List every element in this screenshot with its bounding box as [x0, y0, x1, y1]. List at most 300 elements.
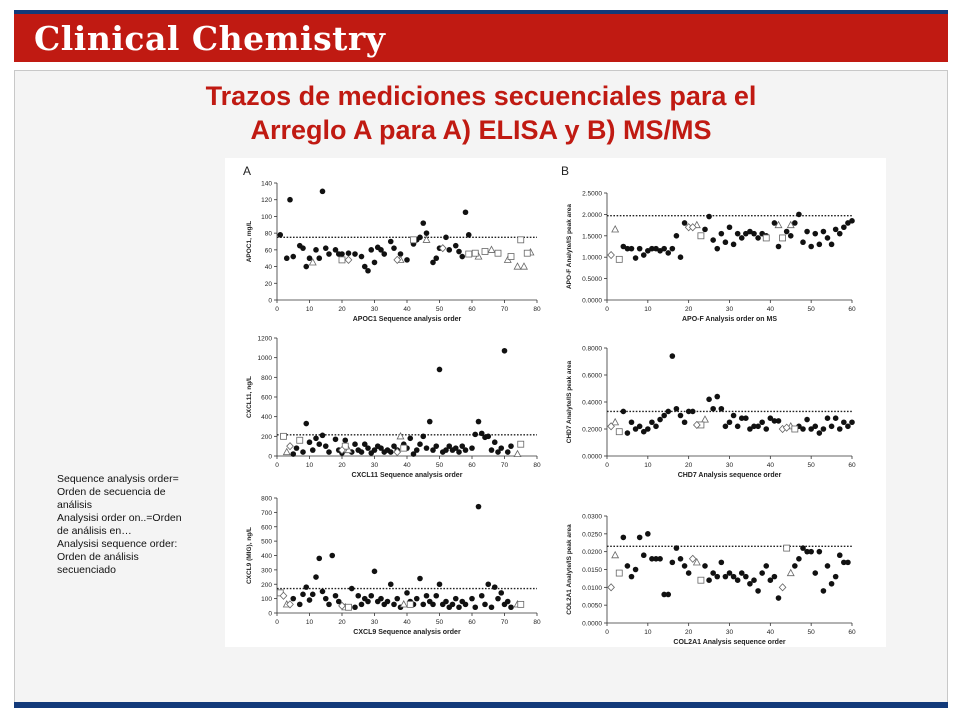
data-point-filled-circle — [323, 245, 329, 251]
data-point-filled-circle — [821, 229, 827, 235]
data-point-filled-circle — [625, 563, 631, 569]
y-tick-label: 0.0050 — [582, 602, 602, 610]
x-axis-title: CXCL11 Sequence analysis order — [351, 472, 463, 479]
y-tick-label: 1.5000 — [582, 233, 602, 241]
y-tick-label: 40 — [264, 264, 272, 272]
data-point-filled-circle — [665, 250, 671, 256]
x-tick-label: 70 — [500, 462, 509, 469]
footer-bar — [14, 702, 948, 708]
x-tick-label: 40 — [766, 629, 774, 636]
data-point-filled-circle — [323, 596, 329, 602]
slide-title-line-2: Arreglo A para A) ELISA y B) MS/MS — [250, 115, 712, 145]
data-point-filled-circle — [812, 424, 818, 430]
y-tick-label: 0.0300 — [582, 513, 602, 521]
data-point-filled-circle — [751, 577, 757, 583]
data-point-open-square — [698, 233, 704, 239]
data-point-filled-circle — [372, 260, 378, 266]
y-tick-label: 0.0200 — [582, 549, 602, 557]
data-point-filled-circle — [665, 592, 671, 598]
data-point-filled-circle — [394, 596, 400, 602]
data-point-filled-circle — [290, 254, 296, 260]
data-point-filled-circle — [817, 242, 823, 248]
y-tick-label: 0.0000 — [582, 453, 602, 461]
data-point-filled-circle — [372, 569, 378, 575]
data-point-filled-circle — [508, 604, 514, 610]
x-tick-label: 50 — [435, 619, 444, 626]
data-point-filled-circle — [723, 239, 729, 245]
x-tick-label: 30 — [725, 306, 734, 313]
x-tick-label: 80 — [533, 306, 541, 313]
data-point-open-diamond — [779, 584, 786, 591]
data-point-filled-circle — [352, 441, 358, 447]
slide-title — [35, 79, 927, 147]
data-point-open-triangle — [400, 601, 407, 607]
data-point-filled-circle — [657, 556, 663, 562]
data-point-filled-circle — [427, 419, 433, 425]
data-point-filled-circle — [845, 560, 851, 566]
data-point-filled-circle — [459, 254, 465, 260]
x-tick-label: 10 — [305, 462, 314, 469]
y-tick-label: 0.0100 — [582, 584, 602, 592]
data-point-filled-circle — [645, 531, 651, 537]
data-point-filled-circle — [735, 231, 741, 237]
y-axis-title: CXCL9 (MIG), ng/L — [246, 526, 253, 585]
x-tick-label: 60 — [468, 619, 476, 626]
data-point-filled-circle — [743, 415, 749, 421]
data-point-filled-circle — [739, 235, 745, 241]
data-point-filled-circle — [453, 243, 459, 249]
data-point-filled-circle — [621, 409, 627, 415]
data-point-filled-circle — [433, 255, 439, 261]
y-tick-label: 0.8000 — [582, 345, 602, 353]
y-tick-label: 600 — [261, 524, 272, 532]
x-tick-label: 40 — [403, 462, 411, 469]
y-tick-label: 0.2000 — [582, 426, 602, 434]
data-point-filled-circle — [849, 218, 855, 224]
panel-label: B — [561, 164, 570, 178]
x-axis-title: CXCL9 Sequence analysis order — [353, 629, 461, 636]
data-point-filled-circle — [800, 239, 806, 245]
chart-panel-3 — [246, 336, 541, 480]
data-point-filled-circle — [489, 604, 495, 610]
data-point-open-square — [495, 250, 501, 256]
data-point-filled-circle — [678, 254, 684, 260]
data-point-open-square — [411, 237, 417, 243]
data-point-filled-circle — [825, 415, 831, 421]
data-point-filled-circle — [456, 604, 462, 610]
data-point-filled-circle — [796, 556, 802, 562]
data-point-filled-circle — [307, 439, 313, 445]
x-tick-label: 20 — [338, 619, 346, 626]
data-point-filled-circle — [637, 535, 643, 541]
note-line: Orden de análisis — [57, 551, 139, 563]
data-point-filled-circle — [637, 424, 643, 430]
data-point-filled-circle — [290, 451, 296, 457]
data-point-filled-circle — [678, 413, 684, 419]
data-point-filled-circle — [776, 244, 782, 250]
data-point-filled-circle — [424, 445, 430, 451]
data-point-filled-circle — [365, 599, 371, 605]
data-point-filled-circle — [849, 419, 855, 425]
data-point-filled-circle — [841, 419, 847, 425]
data-point-filled-circle — [800, 426, 806, 432]
data-point-filled-circle — [424, 230, 430, 236]
data-point-filled-circle — [310, 447, 316, 453]
data-point-filled-circle — [727, 224, 733, 230]
data-point-filled-circle — [833, 227, 839, 233]
y-tick-label: 0.0150 — [582, 567, 602, 574]
data-point-filled-circle — [437, 581, 443, 587]
data-point-open-triangle — [514, 451, 521, 457]
data-point-filled-circle — [420, 434, 426, 440]
data-point-filled-circle — [485, 434, 491, 440]
y-tick-label: 60 — [264, 247, 272, 255]
data-point-filled-circle — [333, 436, 339, 442]
data-point-filled-circle — [502, 348, 508, 354]
data-point-filled-circle — [812, 231, 818, 237]
data-point-filled-circle — [710, 237, 716, 243]
data-point-open-diamond — [689, 555, 696, 562]
data-point-filled-circle — [326, 251, 332, 257]
data-point-filled-circle — [829, 581, 835, 587]
x-tick-label: 30 — [370, 619, 379, 626]
x-tick-label: 20 — [685, 462, 693, 469]
y-tick-label: 400 — [261, 414, 272, 422]
data-point-filled-circle — [829, 242, 835, 248]
data-point-filled-circle — [776, 418, 782, 424]
data-point-filled-circle — [690, 409, 696, 415]
data-point-filled-circle — [320, 433, 326, 439]
data-point-filled-circle — [294, 445, 300, 451]
data-point-filled-circle — [433, 593, 439, 599]
data-point-open-triangle — [521, 263, 528, 269]
x-tick-label: 0 — [605, 462, 609, 469]
data-point-filled-circle — [657, 417, 663, 423]
data-point-filled-circle — [472, 432, 478, 438]
data-point-filled-circle — [817, 430, 823, 436]
data-point-filled-circle — [414, 447, 420, 453]
data-point-filled-circle — [719, 231, 725, 237]
data-point-filled-circle — [352, 251, 358, 257]
header-bar — [14, 14, 948, 62]
note-line: análisis — [57, 499, 93, 511]
data-point-open-square — [466, 251, 472, 257]
data-point-filled-circle — [714, 394, 720, 400]
data-point-filled-circle — [727, 419, 733, 425]
note-line: Sequence analysis order= — [57, 473, 179, 485]
data-point-filled-circle — [829, 424, 835, 430]
chart-panel-1 — [243, 164, 541, 323]
data-point-filled-circle — [702, 227, 708, 233]
x-tick-label: 30 — [370, 306, 379, 313]
data-point-filled-circle — [476, 419, 482, 425]
note-line: secuenciado — [57, 564, 116, 576]
data-point-open-square — [784, 545, 790, 551]
x-tick-label: 10 — [305, 619, 314, 626]
data-point-filled-circle — [492, 584, 498, 590]
data-point-filled-circle — [290, 596, 296, 602]
data-point-open-square — [616, 429, 622, 435]
y-tick-label: 1000 — [257, 355, 272, 363]
data-point-filled-circle — [316, 441, 322, 447]
data-point-open-square — [524, 250, 530, 256]
data-point-filled-circle — [804, 229, 810, 235]
x-tick-label: 20 — [338, 306, 346, 313]
data-point-filled-circle — [365, 268, 371, 274]
x-tick-label: 70 — [500, 619, 509, 626]
data-point-filled-circle — [670, 353, 676, 359]
data-point-filled-circle — [812, 570, 818, 576]
data-point-filled-circle — [706, 397, 712, 403]
data-point-filled-circle — [300, 245, 306, 251]
data-point-filled-circle — [300, 449, 306, 455]
data-point-filled-circle — [821, 588, 827, 594]
data-point-open-triangle — [612, 226, 619, 232]
data-point-filled-circle — [326, 449, 332, 455]
y-tick-label: 0 — [268, 453, 272, 461]
data-point-filled-circle — [735, 424, 741, 430]
y-tick-label: 100 — [261, 213, 272, 221]
y-tick-label: 1.0000 — [582, 254, 602, 262]
data-point-filled-circle — [629, 419, 635, 425]
x-tick-label: 10 — [644, 462, 652, 469]
data-point-filled-circle — [808, 549, 814, 555]
data-point-open-square — [616, 256, 622, 262]
y-tick-label: 0.5000 — [582, 276, 602, 284]
data-point-filled-circle — [661, 413, 667, 419]
data-point-filled-circle — [404, 257, 410, 263]
data-point-filled-circle — [437, 367, 443, 373]
data-point-filled-circle — [456, 449, 462, 455]
y-tick-label: 0 — [268, 610, 272, 618]
data-point-filled-circle — [641, 252, 647, 258]
data-point-filled-circle — [349, 586, 355, 592]
data-point-filled-circle — [633, 567, 639, 573]
data-point-open-triangle — [702, 416, 709, 422]
data-point-filled-circle — [482, 602, 488, 608]
y-axis-title: CHD7 Analyte/IS peak area — [566, 360, 573, 444]
x-tick-label: 30 — [370, 462, 379, 469]
data-point-filled-circle — [385, 599, 391, 605]
data-point-filled-circle — [378, 596, 384, 602]
data-point-filled-circle — [307, 255, 313, 261]
data-point-filled-circle — [391, 602, 397, 608]
data-point-open-square — [518, 237, 524, 243]
data-point-filled-circle — [735, 577, 741, 583]
y-tick-label: 0.0000 — [582, 620, 602, 628]
data-point-filled-circle — [284, 255, 290, 261]
data-point-filled-circle — [489, 447, 495, 453]
data-point-filled-circle — [430, 602, 436, 608]
data-point-open-diamond — [287, 443, 294, 450]
x-tick-label: 50 — [435, 462, 444, 469]
x-tick-label: 60 — [848, 629, 856, 636]
data-point-open-triangle — [787, 570, 794, 576]
data-point-filled-circle — [407, 436, 413, 442]
data-point-filled-circle — [743, 574, 749, 580]
data-point-filled-circle — [450, 602, 456, 608]
data-point-filled-circle — [404, 590, 410, 596]
data-point-filled-circle — [825, 563, 831, 569]
data-point-open-triangle — [397, 433, 404, 439]
data-point-open-square — [472, 250, 478, 256]
y-tick-label: 140 — [261, 180, 272, 188]
data-point-filled-circle — [759, 419, 765, 425]
x-tick-label: 20 — [685, 306, 693, 313]
data-point-filled-circle — [388, 239, 394, 245]
panel-label: A — [243, 164, 252, 178]
chart-panel-4 — [566, 346, 856, 480]
data-point-open-square — [281, 433, 287, 439]
data-point-filled-circle — [485, 581, 491, 587]
data-point-filled-circle — [443, 599, 449, 605]
data-point-filled-circle — [837, 552, 843, 558]
y-tick-label: 800 — [261, 495, 272, 503]
data-point-filled-circle — [645, 426, 651, 432]
y-axis-title: COL2A1 Analyte/IS peak area — [566, 524, 573, 615]
data-point-open-diamond — [608, 252, 615, 259]
x-tick-label: 50 — [807, 629, 815, 636]
data-point-open-diamond — [345, 256, 352, 263]
data-point-filled-circle — [320, 189, 326, 195]
data-point-filled-circle — [670, 560, 676, 566]
x-tick-label: 0 — [605, 306, 609, 313]
data-point-filled-circle — [417, 235, 423, 241]
data-point-filled-circle — [714, 246, 720, 252]
y-axis-title: APOC1, mg/L — [246, 220, 253, 263]
note-line: Orden de secuencia de — [57, 486, 166, 498]
x-tick-label: 60 — [468, 462, 476, 469]
data-point-filled-circle — [833, 415, 839, 421]
data-point-filled-circle — [320, 589, 326, 595]
data-point-filled-circle — [388, 449, 394, 455]
x-tick-label: 50 — [435, 306, 444, 313]
data-point-filled-circle — [310, 592, 316, 598]
data-point-filled-circle — [417, 441, 423, 447]
x-tick-label: 30 — [725, 629, 734, 636]
data-point-filled-circle — [682, 220, 688, 226]
data-point-filled-circle — [505, 449, 511, 455]
data-point-filled-circle — [837, 426, 843, 432]
x-tick-label: 0 — [605, 629, 609, 636]
data-point-open-square — [698, 577, 704, 583]
data-point-filled-circle — [388, 581, 394, 587]
data-point-open-square — [346, 604, 352, 610]
data-point-filled-circle — [841, 224, 847, 230]
data-point-filled-circle — [479, 593, 485, 599]
slide-title-line-1: Trazos de mediciones secuenciales para el — [205, 81, 757, 111]
data-point-filled-circle — [463, 602, 469, 608]
x-tick-label: 60 — [848, 462, 856, 469]
data-point-filled-circle — [674, 545, 680, 551]
data-point-filled-circle — [825, 235, 831, 241]
y-tick-label: 400 — [261, 553, 272, 560]
data-point-filled-circle — [316, 556, 322, 562]
data-point-filled-circle — [821, 426, 827, 432]
data-point-open-square — [407, 601, 413, 607]
data-point-filled-circle — [837, 231, 843, 237]
data-point-filled-circle — [365, 445, 371, 451]
data-point-filled-circle — [346, 250, 352, 256]
data-point-filled-circle — [629, 246, 635, 252]
note-line: Analysisi sequence order: — [57, 538, 178, 550]
y-tick-label: 0 — [268, 297, 272, 305]
x-tick-label: 80 — [533, 462, 541, 469]
data-point-filled-circle — [706, 577, 712, 583]
y-tick-label: 0.6000 — [582, 372, 602, 380]
data-point-filled-circle — [498, 590, 504, 596]
data-point-filled-circle — [833, 574, 839, 580]
chart-panel-2 — [561, 164, 856, 323]
data-point-filled-circle — [763, 563, 769, 569]
data-point-filled-circle — [508, 443, 514, 449]
data-point-filled-circle — [755, 588, 761, 594]
x-tick-label: 30 — [725, 462, 734, 469]
data-point-filled-circle — [287, 197, 293, 203]
data-point-filled-circle — [352, 604, 358, 610]
data-point-filled-circle — [420, 220, 426, 226]
data-point-filled-circle — [702, 563, 708, 569]
y-tick-label: 0.4000 — [582, 399, 602, 407]
data-point-filled-circle — [333, 593, 339, 599]
y-tick-label: 800 — [261, 374, 272, 382]
data-point-filled-circle — [313, 574, 319, 580]
y-tick-label: 200 — [261, 581, 272, 589]
data-point-filled-circle — [368, 593, 374, 599]
data-point-filled-circle — [297, 602, 303, 608]
figure-panel — [225, 158, 886, 647]
data-point-filled-circle — [633, 255, 639, 261]
data-point-filled-circle — [446, 247, 452, 253]
data-point-filled-circle — [629, 574, 635, 580]
y-axis-title: CXCL11, ng/L — [246, 376, 253, 418]
data-point-filled-circle — [505, 599, 511, 605]
data-point-filled-circle — [710, 406, 716, 412]
y-tick-label: 300 — [261, 567, 272, 575]
x-tick-label: 20 — [338, 462, 346, 469]
data-point-filled-circle — [469, 596, 475, 602]
x-axis-title: COL2A1 Analysis sequence order — [673, 639, 786, 646]
x-tick-label: 40 — [403, 306, 411, 313]
data-point-filled-circle — [492, 439, 498, 445]
y-tick-label: 0.0250 — [582, 531, 602, 539]
data-point-filled-circle — [469, 445, 475, 451]
data-point-open-square — [339, 257, 345, 263]
data-point-filled-circle — [466, 232, 472, 238]
data-point-filled-circle — [342, 437, 348, 443]
data-point-filled-circle — [313, 436, 319, 442]
data-point-filled-circle — [788, 233, 794, 239]
data-point-open-triangle — [612, 552, 619, 558]
x-tick-label: 40 — [766, 462, 774, 469]
data-point-filled-circle — [670, 246, 676, 252]
data-point-filled-circle — [359, 602, 365, 608]
data-point-filled-circle — [420, 602, 426, 608]
data-point-filled-circle — [453, 596, 459, 602]
x-tick-label: 0 — [275, 306, 279, 313]
data-point-filled-circle — [463, 447, 469, 453]
data-point-filled-circle — [303, 421, 309, 427]
data-point-filled-circle — [755, 235, 761, 241]
data-point-filled-circle — [731, 413, 737, 419]
note-line: de análisis en… — [57, 525, 132, 537]
x-axis-title: APO-F Analysis order on MS — [681, 316, 778, 323]
x-axis-title: APOC1 Sequence analysis order — [352, 316, 462, 323]
data-point-filled-circle — [796, 212, 802, 218]
y-tick-label: 1200 — [257, 335, 272, 343]
data-point-filled-circle — [463, 209, 469, 215]
data-point-filled-circle — [355, 593, 361, 599]
